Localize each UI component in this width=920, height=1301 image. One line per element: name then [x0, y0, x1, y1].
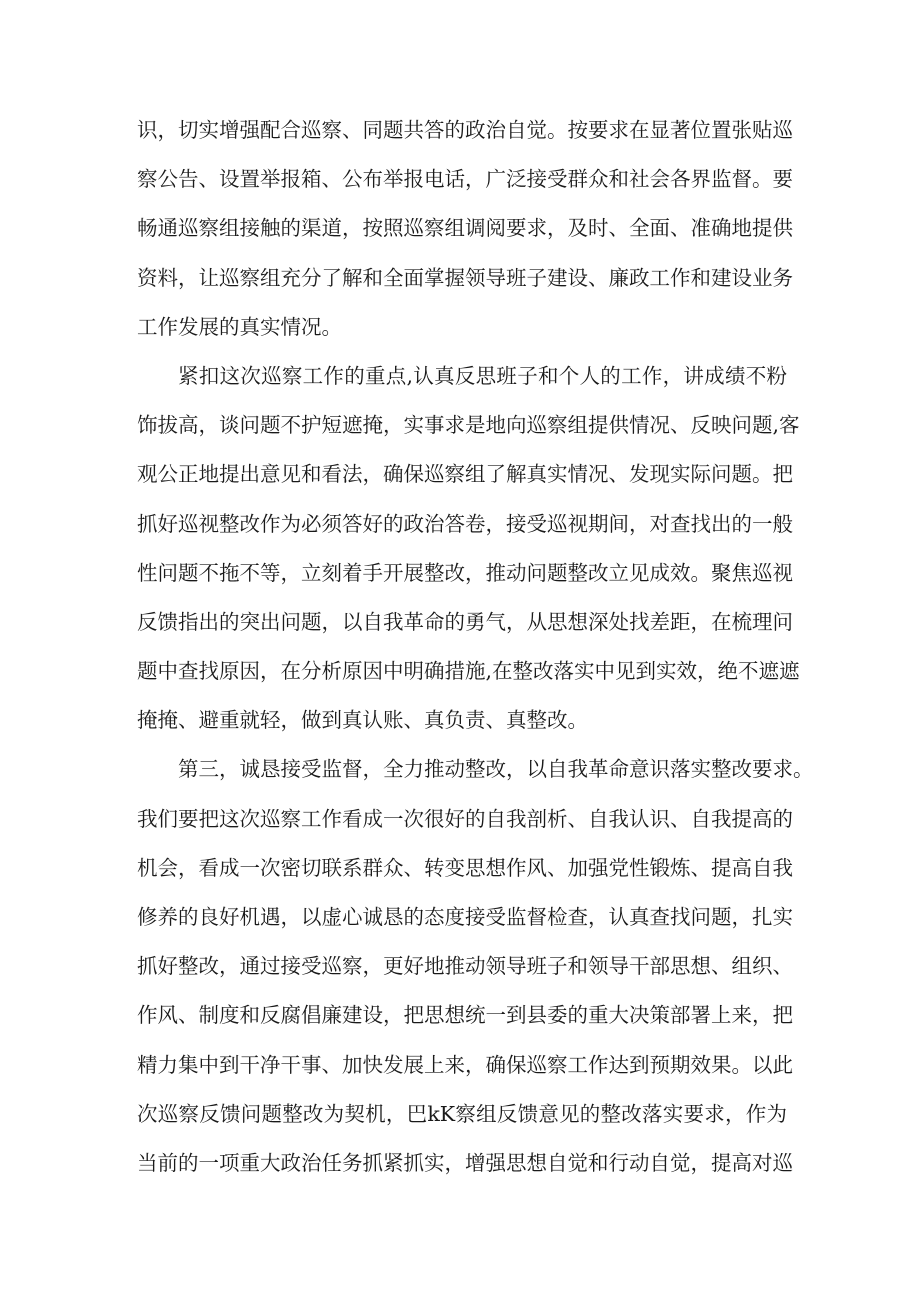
text-line: 察公告、设置举报箱、公布举报电话，广泛接受群众和社会各界监督。要: [137, 167, 793, 192]
text-line: 题中查找原因，在分析原因中明确措施,在整改落实中见到实效，绝不遮遮: [137, 659, 800, 684]
text-line: 饰拔高，谈问题不护短遮掩，实事求是地向巡察组提供情况、反映问题,客: [137, 413, 800, 438]
text-line: 性问题不拖不等，立刻着手开展整改，推动问题整改立见成效。聚焦巡视: [137, 560, 793, 585]
text-line: 识，切实增强配合巡察、同题共答的政治自觉。按要求在显著位置张贴巡: [137, 118, 793, 142]
text-line: 反馈指出的突出问题，以自我革命的勇气，从思想深处找差距，在梳理问: [137, 609, 793, 634]
text-line: 修养的良好机遇，以虚心诚恳的态度接受监督检查，认真查找问题，扎实: [137, 905, 793, 929]
paragraph-2: [137, 352, 800, 746]
text-line: 工作发展的真实情况。: [137, 314, 342, 339]
text-line: 精力集中到干净干事、加快发展上来，确保巡察工作达到预期效果。以此: [137, 1052, 793, 1077]
text-line: 抓好整改，通过接受巡察，更好地推动领导班子和领导干部思想、组织、: [137, 954, 793, 979]
text-line: 第三，诚恳接受监督，全力推动整改，以自我革命意识落实整改要求。: [178, 757, 814, 782]
text-line: 当前的一项重大政治任务抓紧抓实，增强思想自觉和行动自觉，提高对巡: [137, 1150, 793, 1175]
document-body: [137, 106, 814, 1188]
text-line: 紧扣这次巡察工作的重点,认真反思班子和个人的工作，讲成绩不粉: [178, 363, 787, 388]
text-line: 我们要把这次巡察工作看成一次很好的自我剖析、自我认识、自我提高的: [137, 806, 793, 831]
text-line: 观公正地提出意见和看法，确保巡察组了解真实情况、发现实际问题。把: [137, 462, 793, 487]
text-line: 畅通巡察组接触的渠道，按照巡察组调阅要求，及时、全面、准确地提供: [137, 216, 793, 241]
text-line: 掩掩、避重就轻，做到真认账、真负责、真整改。: [137, 708, 588, 733]
text-line: 机会，看成一次密切联系群众、转变思想作风、加强党性锻炼、提高自我: [137, 855, 793, 880]
paragraph-3: [137, 745, 814, 1188]
text-line: 资料，让巡察组充分了解和全面掌握领导班子建设、廉政工作和建设业务: [137, 265, 793, 290]
text-line: 作风、制度和反腐倡廉建设，把思想统一到县委的重大决策部署上来，把: [137, 1003, 793, 1028]
paragraph-1: [137, 106, 793, 352]
text-line: 抓好巡视整改作为必须答好的政治答卷，接受巡视期间，对查找出的一般: [137, 511, 793, 536]
text-line: 次巡察反馈问题整改为契机，巴kK察组反馈意见的整改落实要求，作为: [137, 1101, 787, 1126]
